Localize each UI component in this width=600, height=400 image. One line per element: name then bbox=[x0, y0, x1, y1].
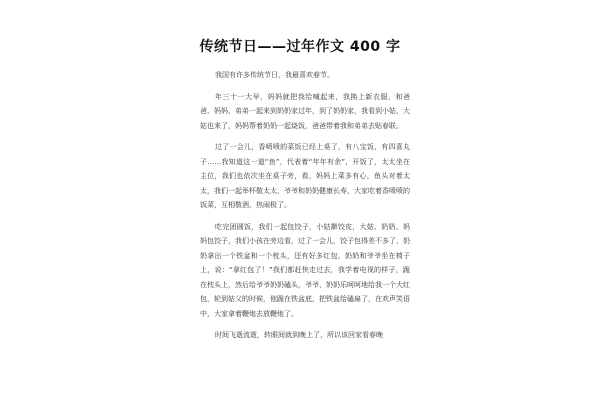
paragraph-5: 时间飞逝流逝，转眼间就到晚上了，所以该回家看春晚 bbox=[215, 331, 383, 339]
paragraph-4: 吃完团圆饭，我们一起包饺子，小姑擀饺皮，大姑、奶奶、妈妈包饺子，我们小孩在旁边看，过了一会儿，饺子包得差不多了，奶奶拿出一个铁盆和一个枕头，还有好多红包，奶奶和爷爷坐在椅子上，说：“拿红包了！”我们都赶快走过去，我学着电视的样子，跪在枕头上，然后给爷爷奶奶磕头，爷爷、奶奶乐呵呵地给我一个大红包，轮到姑父的时候，他跪在铁盆底，把铁盆给磕扁了，在欢声笑语中，大家拿着鞭炮去放鞭炮了。 bbox=[200, 222, 410, 318]
paragraph-3: 过了一会儿，香喷喷的菜饭已经上桌了，有八宝饭，有四喜丸子……我知道这一道“鱼”，代表着“年年有余”，开饭了，太太坐在主位，我们也依次坐在桌子旁，看，妈妈上菜多有心，鱼头对着太太，我们一起举杯敬太太、爷爷和奶奶健康长寿，大家吃着香喷喷的饭菜，互相敬酒，热闹极了。 bbox=[200, 143, 410, 209]
paragraph-2: 年三十一大早，妈妈就把我给喊起来，我换上新衣服，和爸爸、妈妈、弟弟一起来到奶奶家过年，到了奶奶家，我看到小姑，大姑也来了，妈妈帮着奶奶一起烧饭，爸爸带着我和弟弟去贴春联。 bbox=[200, 92, 410, 130]
document-title: 传统节日——过年作文 400 字 bbox=[199, 39, 401, 55]
paragraph-1: 我国有许多传统节日，我最喜欢春节。 bbox=[215, 71, 334, 79]
document-body bbox=[200, 68, 410, 350]
